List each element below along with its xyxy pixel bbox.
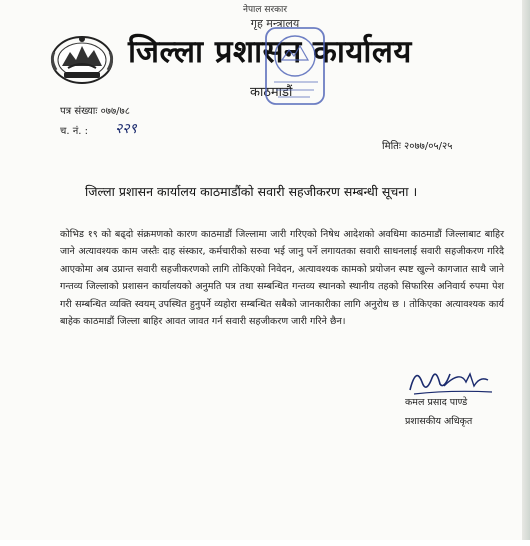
ministry-heading: गृह मन्त्रालय	[250, 17, 300, 30]
dispatch-label: च. नं. :	[60, 126, 88, 137]
notice-body: कोभिड १९ को बढ्दो संक्रमणको कारण काठमाडौं जिल्लामा जारी गरिएको निषेध आदेशको अवधिमा काठमाडौं जिल्लाबाट बाहिर जाने अत्यावश्यक काम जस्तैः दाह संस्कार, कर्मचारीको सरुवा भई जानु पर्ने लगायतका सवारी साधनलाई सवारी सहजीकरण गरिदै आएकोमा अब उप्रान्त सवारी सहजीकरणको लागि तोकिएको निवेदन, अत्यावश्यक कामको प्रयोजन स्पष्ट खुल्ने कागजात साथै जाने गन्तव्य जिल्लाको प्रशासन कार्यालयको अनुमति पत्र तथा सम्बन्धित गन्तव्य स्थानको स्थानीय तहको सिफारिस अनिवार्य रुपमा पेश गरी सम्बन्धित व्यक्ति स्वयम् उपस्थित हुनुपर्ने व्यहोरा सम्बन्धित सबैको जानकारीका लागि अनुरोध छ । तोकिएका अत्यावश्यक कार्य बाहेक काठमाडौं जिल्ला बाहिर आवत जावत गर्न सवारी सहजीकरण जारी गरिने छैन।	[60, 229, 504, 328]
office-location: काठमाडौं	[250, 85, 293, 100]
reference-number: पत्र संख्याः ०७७/७८	[60, 106, 130, 117]
government-heading: नेपाल सरकार	[242, 5, 288, 15]
page-bottom-edge	[0, 540, 530, 546]
office-title: जिल्ला प्रशासन कार्यालय	[128, 34, 412, 70]
page-edge	[522, 0, 530, 546]
dispatch-number: २२९	[115, 121, 137, 137]
nepal-emblem-icon	[48, 30, 116, 86]
signatory-name: कमल प्रसाद पाण्डे	[405, 397, 468, 408]
signatory-title: प्रशासकीय अधिकृत	[405, 416, 473, 427]
subject-line: जिल्ला प्रशासन कार्यालय काठमाडौंको सवारी सहजीकरण सम्बन्धी सूचना ।	[85, 184, 418, 199]
office-stamp	[262, 20, 332, 108]
document-date: मितिः २०७७/०५/२५	[382, 141, 453, 152]
handwritten-signature	[404, 360, 496, 400]
